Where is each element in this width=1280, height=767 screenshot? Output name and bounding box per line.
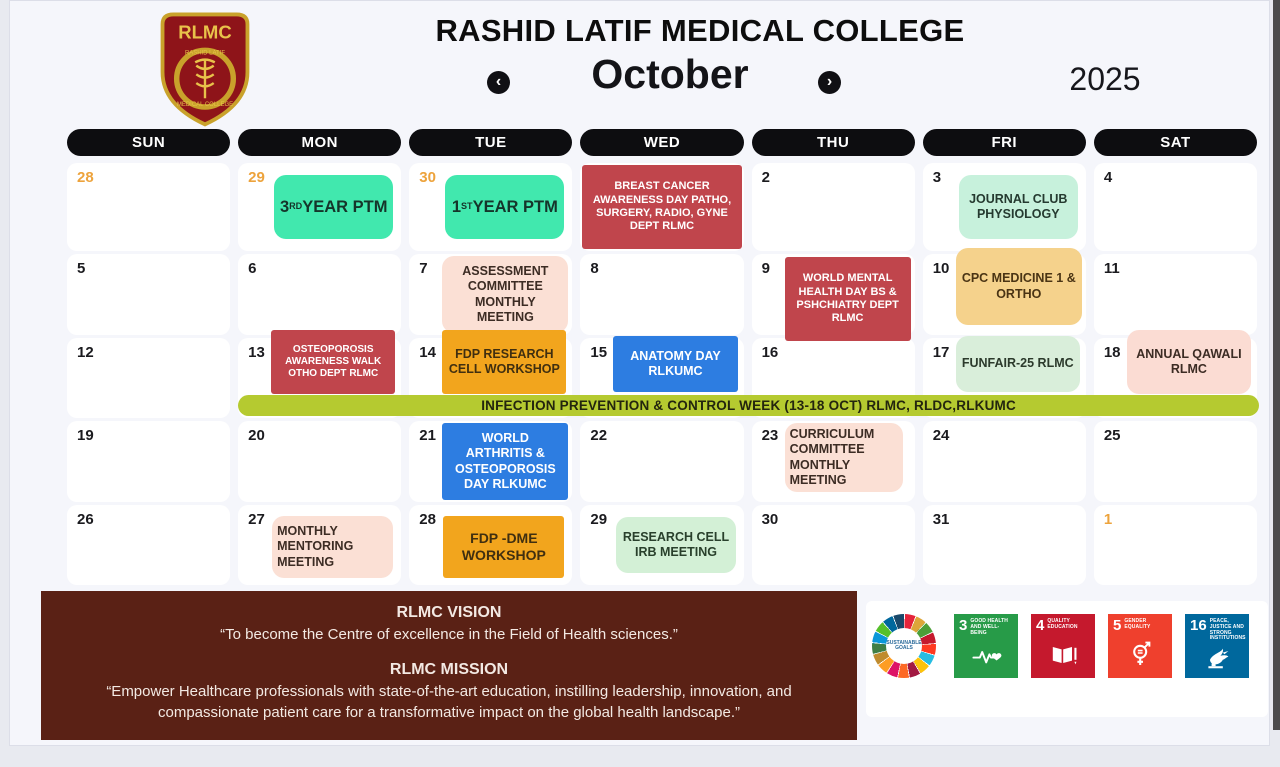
day-number: 26: [77, 511, 94, 528]
day-number: 16: [761, 344, 779, 361]
sdg-tile-number: 5: [1113, 617, 1122, 634]
day-number: 29: [248, 169, 265, 186]
day-header-tue: TUE: [409, 129, 572, 156]
calendar-cell[interactable]: [752, 421, 915, 502]
calendar-cell[interactable]: [238, 505, 401, 585]
calendar-event[interactable]: 3 RD YEAR PTM: [274, 175, 393, 239]
calendar-cell[interactable]: [923, 505, 1086, 585]
calendar-event[interactable]: RESEARCH CELL IRB MEETING: [616, 517, 735, 573]
day-header-wed: WED: [580, 129, 743, 156]
calendar-event[interactable]: WORLD MENTAL HEALTH DAY BS & PSHCHIATRY DEPT RLMC: [785, 257, 911, 341]
calendar-cell[interactable]: [238, 163, 401, 251]
book-icon: [1036, 633, 1091, 676]
gender-equality-icon: [1113, 633, 1168, 676]
day-number: 12: [77, 344, 94, 361]
calendar-event[interactable]: WORLD ARTHRITIS & OSTEOPOROSIS DAY RLKUMC: [442, 423, 568, 500]
sdg-tiles-row: [954, 614, 1249, 678]
calendar-cell[interactable]: [67, 254, 230, 335]
day-number: 29: [590, 511, 608, 528]
calendar-cell[interactable]: [409, 421, 572, 502]
calendar-cell[interactable]: [409, 505, 572, 585]
calendar-event[interactable]: JOURNAL CLUB PHYSIOLOGY: [959, 175, 1078, 239]
day-number: 14: [419, 344, 436, 361]
heartbeat-icon: [959, 636, 1014, 676]
sdg-tile-3: [954, 614, 1018, 678]
calendar-cell[interactable]: [409, 254, 572, 335]
calendar-cell[interactable]: [1094, 163, 1257, 251]
day-number: 31: [932, 511, 950, 528]
day-number: 28: [77, 169, 94, 186]
day-number: 4: [1103, 169, 1113, 186]
vision-title: RLMC VISION: [396, 604, 502, 621]
calendar-event[interactable]: FDP RESEARCH CELL WORKSHOP: [442, 330, 566, 394]
calendar-cell[interactable]: [752, 505, 915, 585]
calendar-cell[interactable]: [752, 163, 915, 251]
calendar-cell[interactable]: [238, 421, 401, 502]
day-number: 27: [248, 511, 265, 528]
calendar-cell[interactable]: [580, 421, 743, 502]
day-header-sat: SAT: [1094, 129, 1257, 156]
day-number: 20: [248, 427, 265, 444]
calendar: [67, 129, 1257, 588]
calendar-event[interactable]: FDP -DME WORKSHOP: [443, 516, 564, 578]
calendar-cell[interactable]: [580, 254, 743, 335]
sdg-tile-label: GENDER EQUALITY: [1124, 618, 1151, 630]
prev-month-button[interactable]: ‹: [487, 71, 510, 94]
day-number: 30: [419, 169, 436, 186]
week-banner-event[interactable]: INFECTION PREVENTION & CONTROL WEEK (13-18 OCT) RLMC, RLDC,RLKUMC: [238, 395, 1259, 416]
day-number: 23: [761, 427, 779, 444]
page-title: RASHID LATIF MEDICAL COLLEGE: [435, 13, 965, 48]
calendar-event[interactable]: ASSESSMENT COMMITTEE MONTHLY MEETING: [442, 256, 568, 333]
day-number: 7: [419, 260, 428, 277]
day-number: 17: [932, 344, 950, 361]
day-header-thu: THU: [752, 129, 915, 156]
sdg-tile-label: GOOD HEALTH AND WELL-BEING: [970, 618, 1009, 636]
day-number: 30: [761, 511, 779, 528]
day-number: 19: [77, 427, 94, 444]
day-number: 6: [248, 260, 257, 277]
sdg-tile-5: [1108, 614, 1172, 678]
calendar-cell[interactable]: [1094, 254, 1257, 335]
calendar-event[interactable]: FUNFAIR-25 RLMC: [956, 336, 1080, 392]
calendar-grid: [67, 163, 1257, 585]
day-number: 22: [590, 427, 608, 444]
sdg-wheel-icon: [872, 614, 936, 678]
calendar-cell[interactable]: [409, 163, 572, 251]
rlmc-shield-icon: [156, 9, 254, 129]
calendar-cell[interactable]: [923, 421, 1086, 502]
calendar-event[interactable]: BREAST CANCER AWARENESS DAY PATHO, SURGERY, RADIO, GYNE DEPT RLMC: [582, 165, 741, 249]
day-number: 13: [248, 344, 265, 361]
mission-text: “Empower Healthcare professionals with state-of-the-art education, instilling leadership, innovation, and compassionate patient care for a transformative impact on the global health landscape.”: [106, 683, 792, 721]
screen-edge: [1273, 0, 1280, 730]
logo-name-top: RASHID LATIF: [184, 50, 226, 57]
calendar-event[interactable]: ANATOMY DAY RLKUMC: [613, 336, 737, 392]
day-number: 9: [761, 260, 770, 277]
sdg-tile-number: 3: [959, 617, 968, 634]
day-number: 11: [1103, 260, 1120, 277]
calendar-week: [67, 505, 1257, 585]
calendar-cell[interactable]: [67, 338, 230, 418]
calendar-cell[interactable]: [580, 505, 743, 585]
sdg-tile-number: 16: [1190, 617, 1207, 634]
rlmc-logo: [156, 9, 254, 125]
day-number: 21: [419, 427, 436, 444]
day-number: 8: [590, 260, 599, 277]
calendar-event[interactable]: ANNUAL QAWALI RLMC: [1127, 330, 1251, 394]
next-month-button[interactable]: ›: [818, 71, 841, 94]
sdg-tile-4: [1031, 614, 1095, 678]
year-label: 2025: [1069, 61, 1141, 97]
day-header-mon: MON: [238, 129, 401, 156]
calendar-cell[interactable]: [238, 254, 401, 335]
sdg-tile-number: 4: [1036, 617, 1045, 634]
day-number: 25: [1103, 427, 1121, 444]
sdg-wheel-label: SUSTAINABLE GOALS: [886, 628, 922, 664]
calendar-cell[interactable]: [67, 421, 230, 502]
calendar-event[interactable]: OSTEOPOROSIS AWARENESS WALK OTHO DEPT RLMC: [271, 330, 395, 394]
calendar-week: [67, 421, 1257, 502]
day-number: 15: [590, 344, 608, 361]
day-number: 3: [932, 169, 942, 186]
logo-acronym: RLMC: [178, 21, 232, 43]
vision-mission-panel: [41, 591, 857, 740]
day-number: 10: [932, 260, 950, 277]
sdg-tile-label: QUALITY EDUCATION: [1047, 618, 1078, 630]
day-number: 1: [1103, 511, 1113, 528]
calendar-cell[interactable]: [1094, 421, 1257, 502]
month-title: October: [591, 51, 749, 97]
sdg-tile-label: PEACE, JUSTICE AND STRONG INSTITUTIONS: [1209, 618, 1246, 642]
dove-icon: [1190, 642, 1245, 676]
day-number: 5: [77, 260, 86, 277]
calendar-cell[interactable]: [1094, 505, 1257, 585]
calendar-cell[interactable]: [752, 254, 915, 335]
calendar-cell[interactable]: [923, 163, 1086, 251]
day-header-sun: SUN: [67, 129, 230, 156]
calendar-cell[interactable]: [67, 505, 230, 585]
calendar-event[interactable]: CPC MEDICINE 1 & ORTHO: [956, 248, 1082, 325]
calendar-week: [67, 254, 1257, 335]
calendar-cell[interactable]: [67, 163, 230, 251]
day-number: 24: [932, 427, 950, 444]
calendar-page: [9, 0, 1270, 746]
calendar-week: [67, 338, 1257, 418]
day-header-fri: FRI: [923, 129, 1086, 156]
vision-text: “To become the Centre of excellence in the Field of Health sciences.”: [220, 626, 678, 643]
sdg-tile-16: [1185, 614, 1249, 678]
day-number: 18: [1103, 344, 1121, 361]
calendar-event[interactable]: CURRICULUM COMMITTEE MONTHLY MEETING: [785, 423, 903, 492]
calendar-event[interactable]: MONTHLY MENTORING MEETING: [272, 516, 393, 578]
calendar-cell[interactable]: [580, 163, 743, 251]
logo-name-bottom: MEDICAL COLLEGE: [176, 101, 234, 108]
day-number: 28: [419, 511, 436, 528]
calendar-cell[interactable]: [923, 254, 1086, 335]
day-number: 2: [761, 169, 770, 186]
calendar-week: [67, 163, 1257, 251]
calendar-event[interactable]: 1 ST YEAR PTM: [445, 175, 564, 239]
mission-title: RLMC MISSION: [389, 661, 509, 678]
day-header-row: [67, 129, 1257, 156]
